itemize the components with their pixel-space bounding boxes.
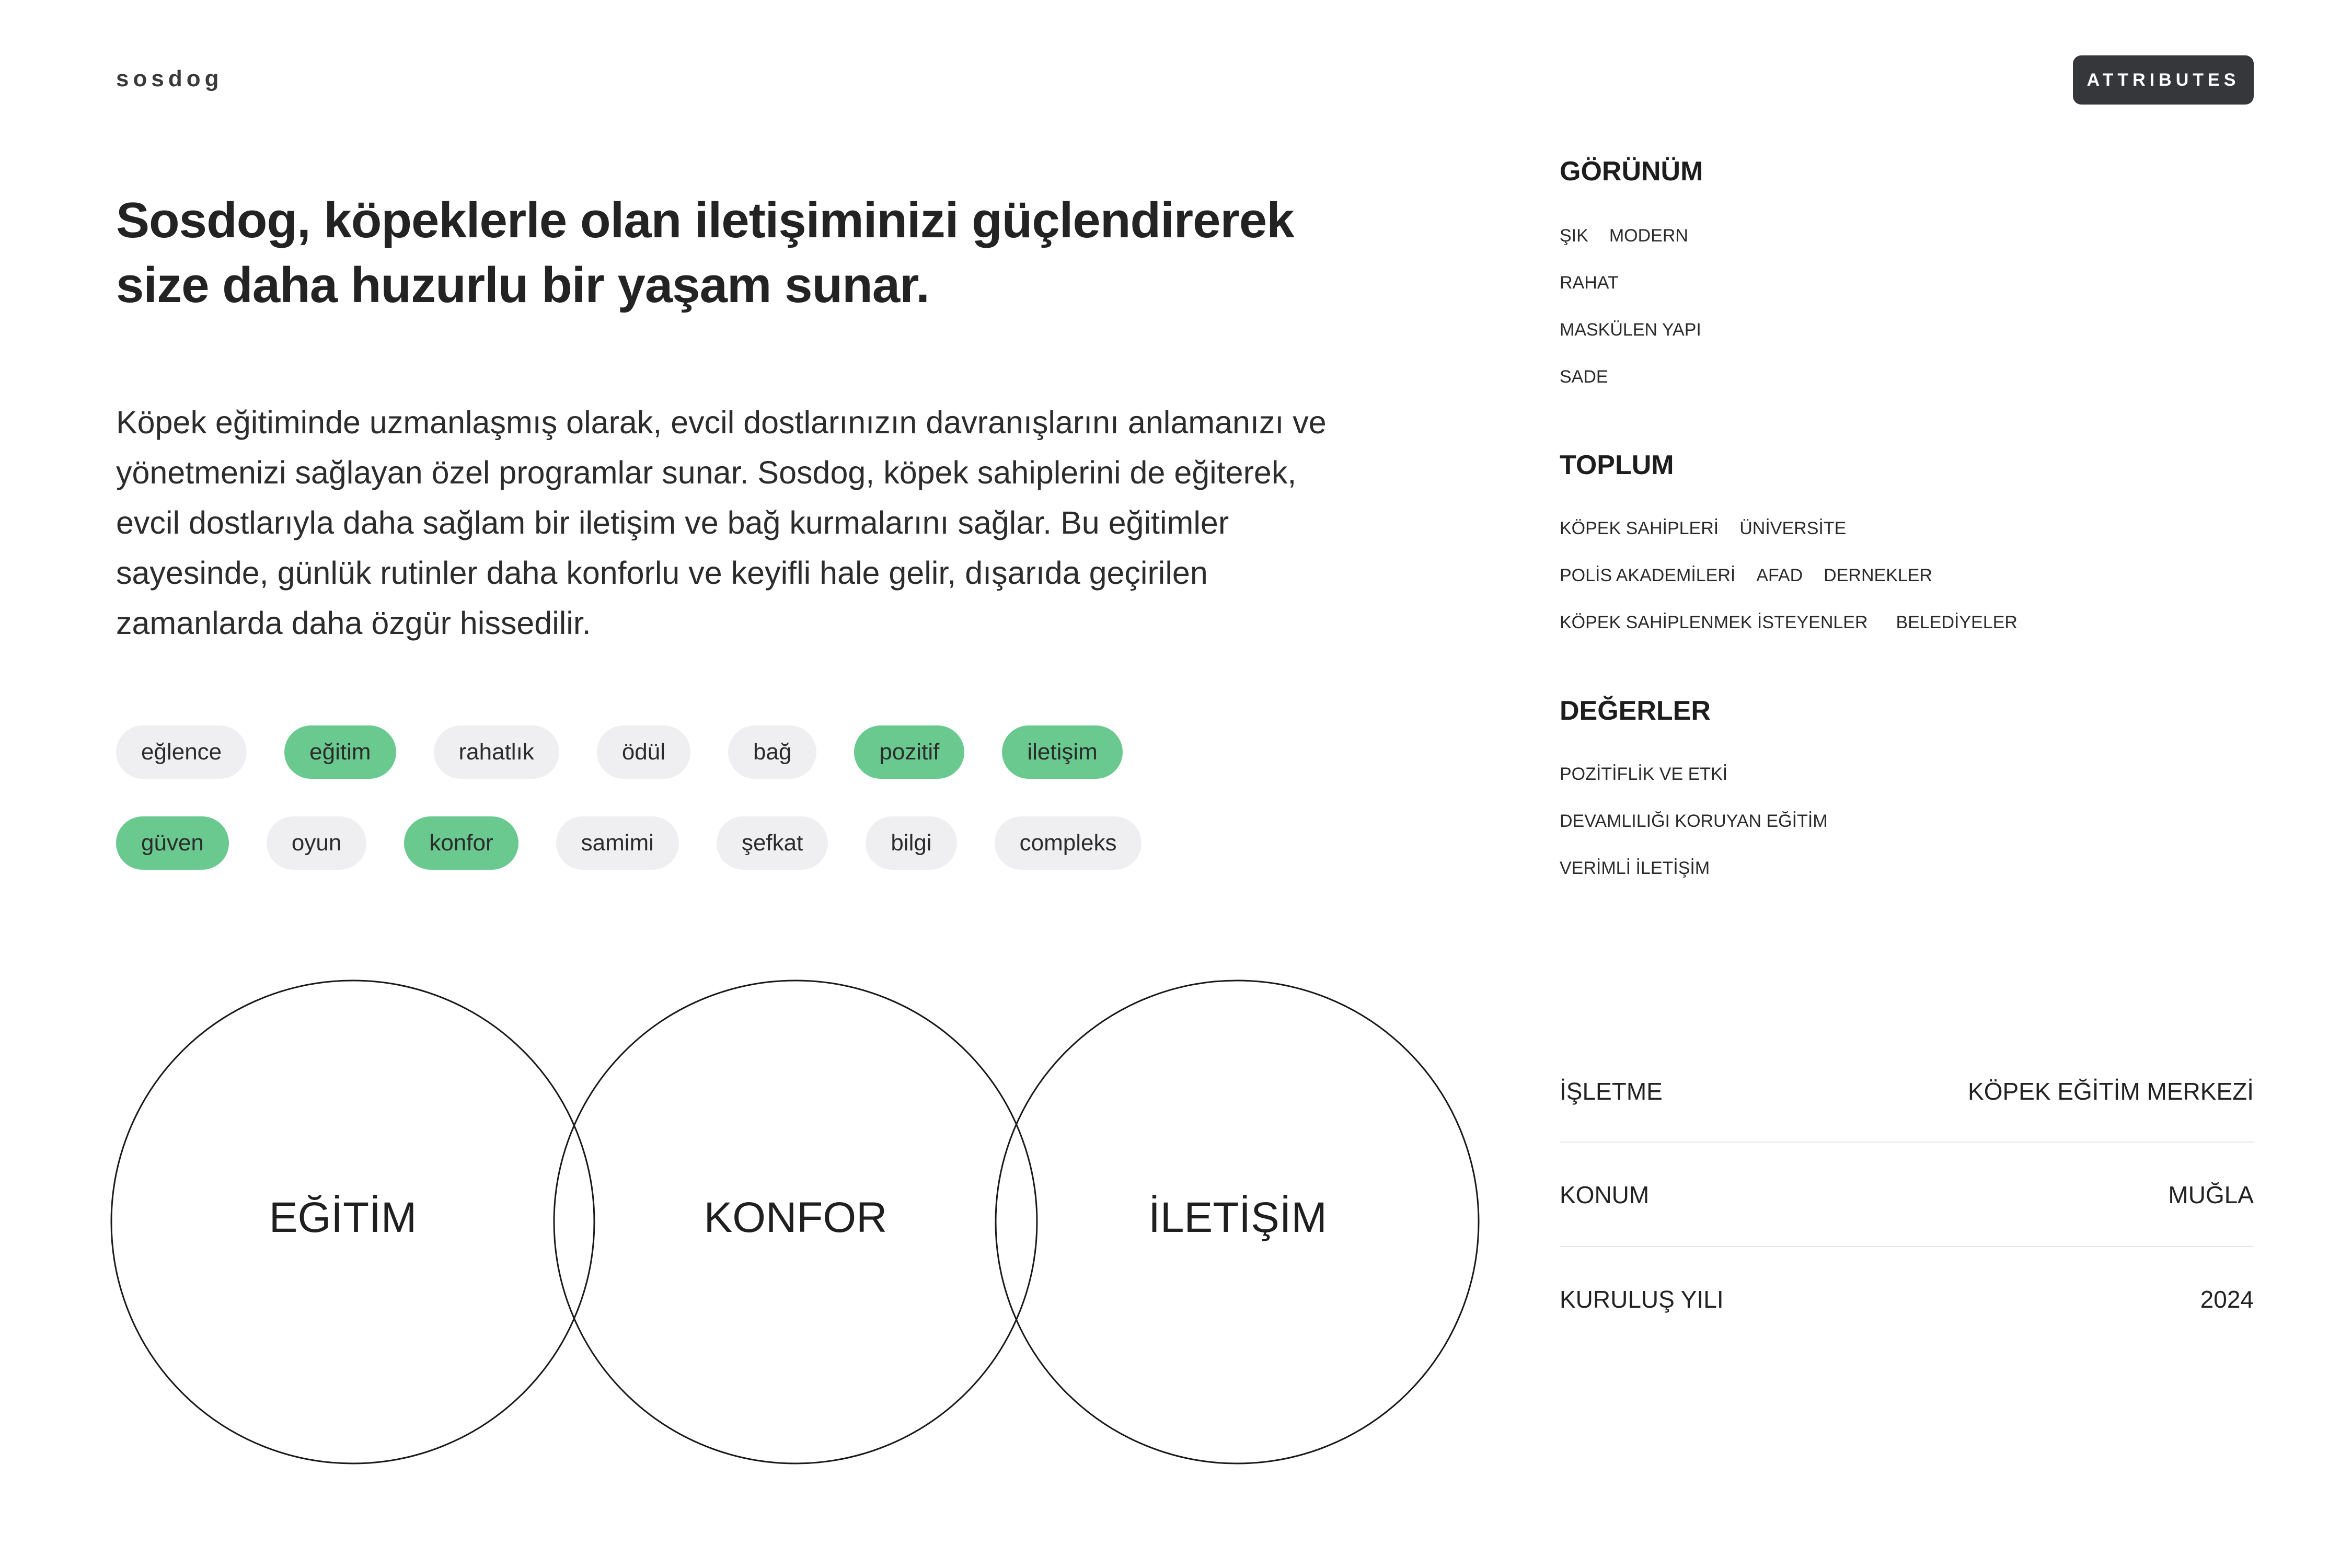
attribute-row [1560, 273, 1619, 293]
attribute-item: RAHAT [1560, 273, 1619, 293]
attribute-item: DERNEKLER [1824, 566, 1933, 585]
section-heading-toplum: TOPLUM [1560, 450, 1674, 480]
tag[interactable]: şefkat [717, 816, 828, 870]
brand-logo: sosdog [116, 66, 223, 91]
tag[interactable]: oyun [267, 816, 366, 870]
attribute-item: MODERN [1609, 226, 1688, 246]
attribute-row [1560, 518, 1846, 539]
section-heading-degerler: DEĞERLER [1560, 696, 1711, 726]
attributes-button[interactable]: ATTRIBUTES [2073, 55, 2254, 105]
info-value: KÖPEK EĞİTİM MERKEZİ [1968, 1078, 2254, 1105]
tag-row-1 [116, 725, 1123, 779]
description-paragraph: Köpek eğitiminde uzmanlaşmış olarak, evcil dostlarınızın davranışlarını anlamanızı ve yönetmenizi sağlayan özel programlar sunar. Sosdog, köpek sahiplerini de eğiterek, evcil dostlarıyla daha sağlam bir iletişim ve bağ kurmalarını sağlar. Bu eğitimler sayesinde, günlük rutinler daha konforlu ve keyifli hale gelir, dışarıda geçirilen zamanlarda daha özgür hissedilir. [116, 405, 1327, 641]
tag[interactable]: eğitim [284, 725, 396, 779]
tag[interactable]: pozitif [854, 725, 964, 779]
attribute-item: DEVAMLILIĞI KORUYAN EĞİTİM [1560, 811, 1828, 831]
attribute-item: ŞIK [1560, 226, 1588, 246]
attribute-row [1560, 613, 2017, 633]
attribute-item: MASKÜLEN YAPI [1560, 320, 1701, 340]
attribute-item: ÜNİVERSİTE [1739, 518, 1847, 538]
tag[interactable]: eğlence [116, 725, 247, 779]
tag[interactable]: compleks [995, 816, 1142, 870]
attribute-item: VERİMLİ İLETİŞİM [1560, 858, 1710, 878]
attribute-row [1560, 858, 1710, 879]
venn-label-konfor: KONFOR [704, 1194, 887, 1241]
info-row-isletme [1560, 1039, 2254, 1144]
attribute-item: AFAD [1756, 566, 1803, 585]
attribute-item: KÖPEK SAHİPLENMEK İSTEYENLER [1560, 613, 1868, 632]
headline: Sosdog, köpeklerle olan iletişiminizi güçlendirerek size daha huzurlu bir yaşam sunar. [116, 192, 1294, 313]
attribute-row [1560, 367, 1608, 387]
info-value: 2024 [2200, 1286, 2254, 1313]
info-row-kurulus-yili [1560, 1247, 2254, 1352]
attribute-item: BELEDİYELER [1896, 613, 2017, 632]
attribute-item: KÖPEK SAHİPLERİ [1560, 518, 1719, 538]
attribute-item: POLİS AKADEMİLERİ [1560, 566, 1736, 585]
tag[interactable]: rahatlık [434, 725, 559, 779]
attribute-item: SADE [1560, 367, 1608, 387]
info-label: KONUM [1560, 1181, 1650, 1208]
info-row-konum [1560, 1143, 2254, 1247]
section-heading-gorunum: GÖRÜNÜM [1560, 156, 1703, 187]
tag-row-2 [116, 816, 1142, 870]
tag[interactable]: ödül [597, 725, 690, 779]
attribute-item: POZİTİFLİK VE ETKİ [1560, 764, 1728, 784]
tag[interactable]: bağ [728, 725, 816, 779]
info-label: KURULUŞ YILI [1560, 1286, 1724, 1313]
attribute-row [1560, 226, 1688, 246]
info-label: İŞLETME [1560, 1078, 1663, 1105]
tag[interactable]: konfor [404, 816, 518, 870]
tag[interactable]: güven [116, 816, 229, 870]
attribute-row [1560, 811, 1828, 832]
venn-label-egitim: EĞİTİM [269, 1194, 417, 1241]
venn-label-iletisim: İLETİŞİM [1148, 1194, 1327, 1241]
attribute-row [1560, 566, 1932, 586]
tag[interactable]: samimi [556, 816, 679, 870]
tag[interactable]: iletişim [1002, 725, 1122, 779]
attribute-row [1560, 320, 1701, 340]
attribute-row [1560, 764, 1727, 785]
tag[interactable]: bilgi [866, 816, 956, 870]
info-value: MUĞLA [2168, 1181, 2254, 1208]
